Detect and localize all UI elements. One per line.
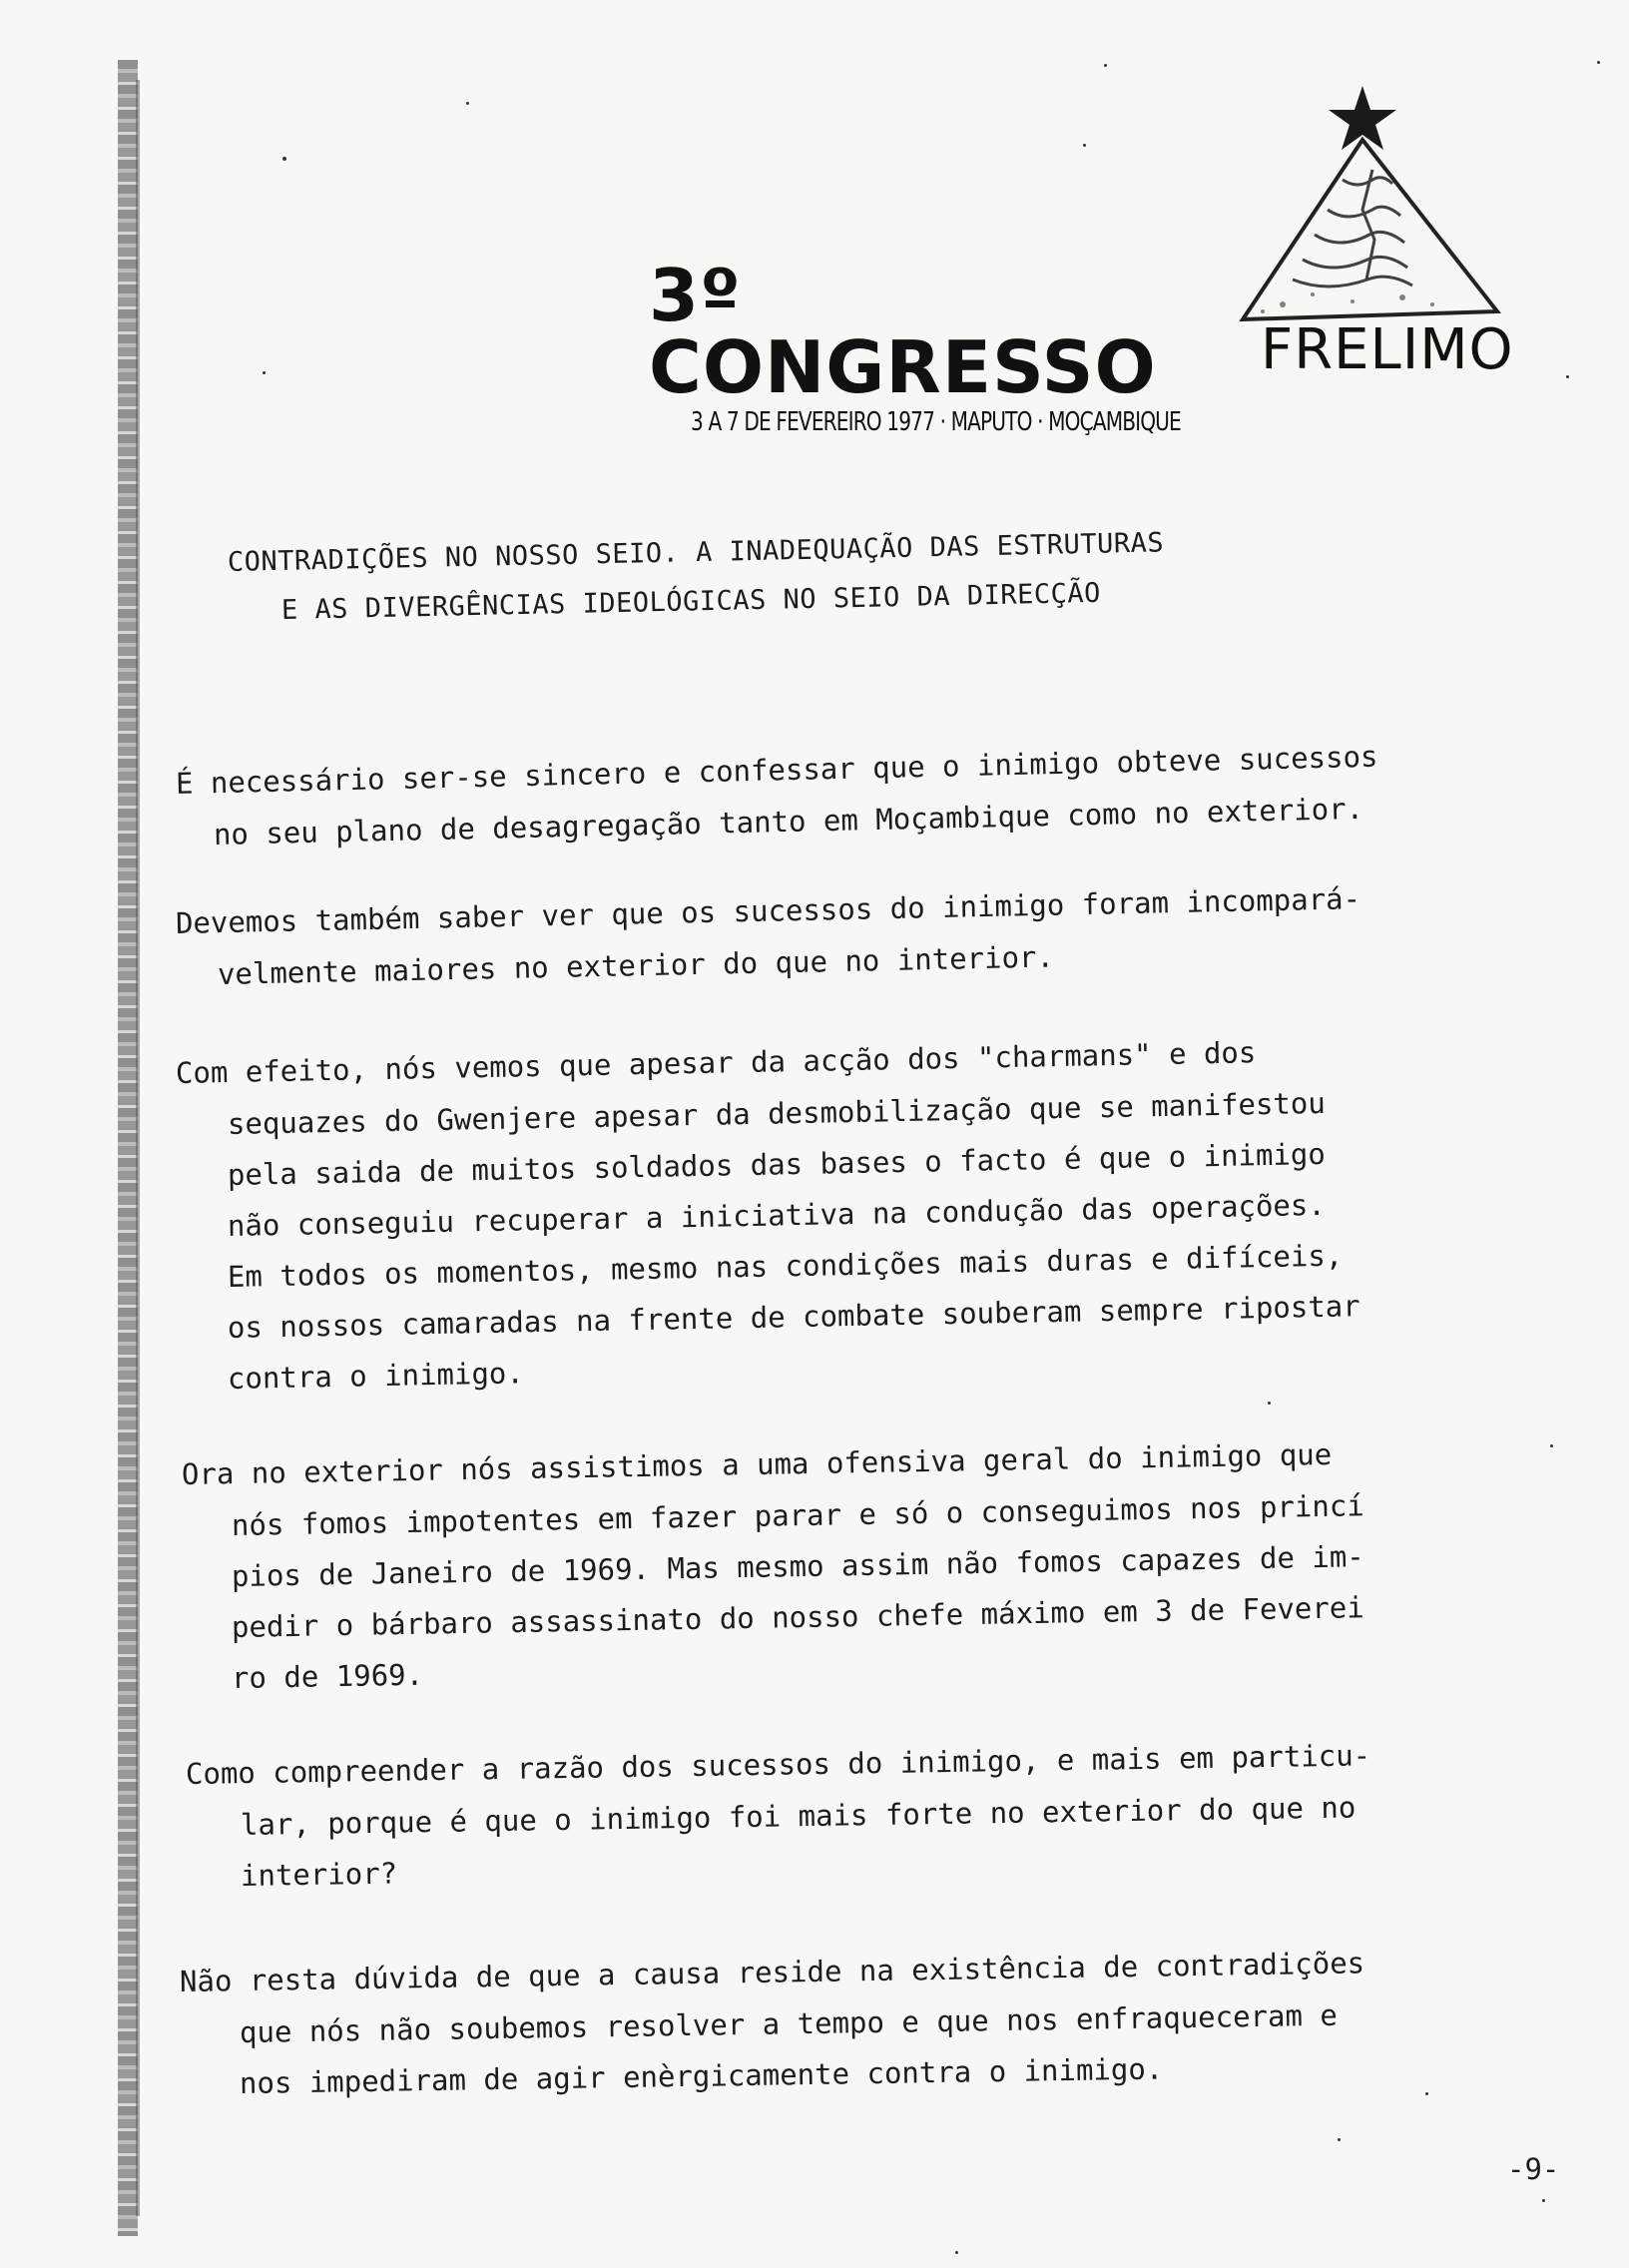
scan-speck <box>1542 2199 1545 2202</box>
scan-speck <box>1425 2092 1428 2095</box>
paragraph-5 <box>185 1738 1371 1902</box>
section-title-line-2: E AS DIVERGÊNCIAS IDEOLÓGICAS NO SEIO DA DIRECÇÃO <box>280 577 1102 626</box>
paragraph-line: interior? <box>240 1856 398 1893</box>
scan-speck <box>1104 64 1107 67</box>
paragraph-line: no seu plano de desagregação tanto em Moçambique como no exterior. <box>213 791 1364 851</box>
scan-speck <box>263 371 266 374</box>
scan-speck <box>955 2251 958 2254</box>
scan-speck <box>1550 1444 1553 1447</box>
scan-speck <box>1083 144 1086 147</box>
scan-speck <box>1338 2138 1341 2141</box>
binding-line <box>136 80 140 2216</box>
paragraph-3 <box>175 1035 1360 1405</box>
congress-title: 3º CONGRESSO <box>649 254 1157 409</box>
page-number: -9- <box>1507 2152 1560 2186</box>
paragraph-line: Não resta dúvida de que a causa reside na existência de contradições <box>179 1946 1365 1998</box>
section-title-line-1: CONTRADIÇÕES NO NOSSO SEIO. A INADEQUAÇÃO DAS ESTRUTURAS <box>227 527 1165 578</box>
paragraph-line: sequazes do Gwenjere apesar da desmobilização que se manifestou <box>227 1085 1327 1141</box>
paragraph-line: nós fomos impotentes em fazer parar e só o conseguimos nos princí <box>231 1488 1364 1542</box>
paragraph-line: Com efeito, nós vemos que apesar da acção dos "charmans" e dos <box>175 1035 1257 1090</box>
paragraph-line: pedir o bárbaro assassinato do nosso chefe máximo em 3 de Feverei <box>231 1590 1364 1644</box>
paragraph-4 <box>181 1436 1364 1704</box>
paragraph-line: que nós não soubemos resolver a tempo e que nos enfraqueceram e <box>239 1997 1339 2049</box>
paragraph-1 <box>175 739 1378 860</box>
scan-speck <box>466 102 469 105</box>
paragraph-line: velmente maiores no exterior do que no interior. <box>217 939 1055 991</box>
paragraph-line: É necessário ser-se sincero e confessar que o inimigo obteve sucessos <box>175 739 1378 801</box>
paragraph-line: pios de Janeiro de 1969. Mas mesmo assim não fomos capazes de im- <box>231 1539 1364 1593</box>
paragraph-line: os nossos camaradas na frente de combate souberam sempre ripostar <box>227 1289 1360 1345</box>
congress-subtitle: 3 A 7 DE FEVEREIRO 1977 · MAPUTO · MOÇAMBIQUE <box>691 407 1181 437</box>
paragraph-line: Como compreender a razão dos sucessos do inimigo, e mais em particu- <box>185 1738 1371 1791</box>
party-name: FRELIMO <box>1261 317 1514 382</box>
binding-edge-shadow <box>118 60 138 2236</box>
scan-speck <box>282 157 286 161</box>
paragraph-line: Devemos também saber ver que os sucessos do inimigo foram incompará- <box>175 881 1361 940</box>
paragraph-line: ro de 1969. <box>231 1657 424 1695</box>
scan-speck <box>1268 1402 1271 1405</box>
scan-speck <box>1566 375 1569 378</box>
congress-header <box>649 254 1181 437</box>
scan-speck <box>1597 61 1600 64</box>
paragraph-line: não conseguiu recuperar a iniciativa na condução das operações. <box>227 1187 1327 1243</box>
paragraph-line: nos impediram de agir enèrgicamente contra o inimigo. <box>239 2051 1164 2100</box>
paragraph-line: Ora no exterior nós assistimos a uma ofensiva geral do inimigo que <box>181 1436 1333 1491</box>
paragraph-line: lar, porque é que o inimigo foi mais forte no exterior do que no <box>240 1790 1357 1842</box>
paragraph-line: contra o inimigo. <box>227 1356 525 1396</box>
paragraph-line: Em todos os momentos, mesmo nas condições mais duras e difíceis, <box>227 1238 1344 1294</box>
paragraph-2 <box>175 881 1361 1000</box>
paragraph-line: pela saida de muitos soldados das bases o facto é que o inimigo <box>227 1136 1327 1192</box>
paragraph-6 <box>179 1946 1365 2109</box>
